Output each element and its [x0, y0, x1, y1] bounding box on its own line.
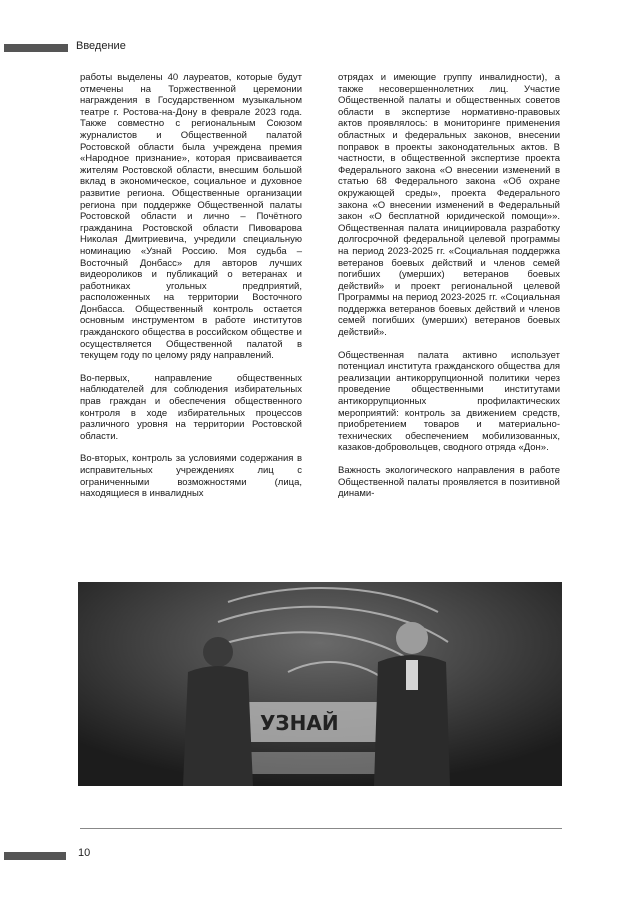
- paragraph: Во-вторых, контроль за условиями содержания в исправительных учреждениях лиц с ограниченными возможностями (лица, находящиеся в инвалидных: [80, 453, 302, 500]
- stage-text: УЗНАЙ: [260, 711, 339, 735]
- paragraph: работы выделены 40 лауреатов, которые будут отмечены на Торжественной церемонии награждения в Государственном музыкальном театре г. Ростова-на-Дону в феврале 2023 года. Также совместно с региональным Союзом журналистов и Общественной палатой Ростовской области была учреждена премия «Народное признание», которая присваивается жителям Ростовской области, внесшим большой вклад в экономическое, социальное и духовное развитие региона. Общественные организации региона при поддержке Общественной палаты Ростовской области и лично – Почётного гражданина Ростовской области Пивоварова Николая Дмитриевича, учредили специальную номинацию «Узнай Россию. Моя судьба – Восточный Донбасс» для авторов лучших видеороликов и публикаций о ветеранах и работниках угольных предприятий, расположенных на территории Восточного Донбасса. Общественный контроль остается основным инструментом в работе институтов гражданского общества в российском обществе и осуществляется Общественной палатой в текущем году по целому ряду направлений.: [80, 72, 302, 362]
- photo-icon: [78, 582, 562, 786]
- paragraph: отрядах и имеющие группу инвалидности), а также несовершеннолетних лиц. Участие Общественной палаты и общественных советов области в экспертизе нормативно-правовых актов проявлялось: в мониторинге применения областных и федеральных законов, внесении поправок в проекты законодательных актов. В частности, в общественной экспертизе проекта Федерального закона «О внесении изменений в статью 68 Федерального закона «Об охране окружающей среды», проекта Федерального закона «О внесении изменений в Федеральный закон «О бесплатной юридической помощи»». Общественная палата инициировала разработку долгосрочной федеральной целевой программы на период 2023-2025 гг. «Социальная поддержка ветеранов боевых действий и членов семей погибших (умерших) ветеранов боевых действий» и проект региональной целевой Программы на период 2023-2025 гг. «Социальная поддержка ветеранов боевых действий и членов семей погибших (умерших) ветеранов боевых действий».: [338, 72, 560, 339]
- footer-bar: [4, 852, 66, 860]
- paragraph: Важность экологического направления в работе Общественной палаты проявляется в позитивной динами-: [338, 465, 560, 500]
- header-bar: [4, 44, 68, 52]
- left-column: [80, 72, 302, 511]
- event-photo: [78, 582, 562, 786]
- paragraph: Во-первых, направление общественных наблюдателей для соблюдения избирательных прав граждан и обеспечения общественного контроля в ходе избирательных процессов различного уровня на территории Ростовской области.: [80, 372, 302, 442]
- section-title: Введение: [76, 40, 126, 52]
- footer-divider: [80, 828, 562, 829]
- page-number: 10: [78, 847, 91, 859]
- right-column: [338, 72, 560, 511]
- paragraph: Общественная палата активно использует потенциал института гражданского общества для реализации антикоррупционной политики через проведение общественными институтами антикоррупционных профилактических мероприятий: контроль за движением средств, приобретением товаров и материально-технических обеспечением мобилизованных, казаков-добровольцев, сводного отряда «Дон».: [338, 349, 560, 454]
